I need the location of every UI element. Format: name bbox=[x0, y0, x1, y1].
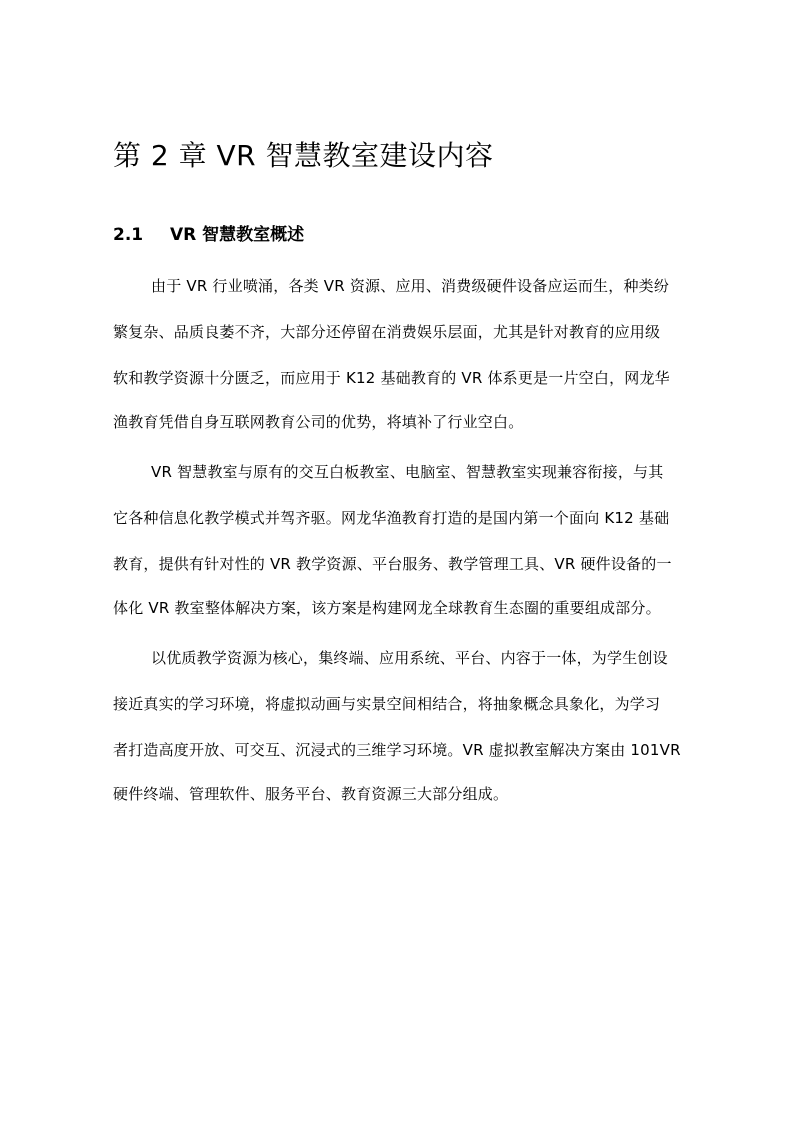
paragraph-line: 由于 VR 行业喷涌，各类 VR 资源、应用、消费级硬件设备应运而生，种类纷 bbox=[151, 277, 670, 295]
paragraph-line: 硬件终端、管理软件、服务平台、教育资源三大部分组成。 bbox=[113, 785, 509, 803]
paragraph-line: 接近真实的学习环境，将虚拟动画与实景空间相结合，将抽象概念具象化，为学习 bbox=[113, 695, 661, 713]
paragraph-line: 教育，提供有针对性的 VR 教学资源、平台服务、教学管理工具、VR 硬件设备的一 bbox=[113, 555, 672, 573]
section-title: VR 智慧教室概述 bbox=[170, 225, 305, 245]
paragraph-line: 渔教育凭借自身互联网教育公司的优势，将填补了行业空白。 bbox=[113, 413, 524, 431]
paragraph-line: 它各种信息化教学模式并驾齐驱。网龙华渔教育打造的是国内第一个面向 K12 基础 bbox=[113, 509, 670, 527]
paragraph-line: 以优质教学资源为核心，集终端、应用系统、平台、内容于一体，为学生创设 bbox=[151, 649, 668, 667]
paragraph-line: 繁复杂、品质良萎不齐，大部分还停留在消费娱乐层面，尤其是针对教育的应用级 bbox=[113, 323, 661, 341]
paragraph-line: 软和教学资源十分匮乏，而应用于 K12 基础教育的 VR 体系更是一片空白，网龙华 bbox=[113, 369, 670, 387]
paragraph-line: 体化 VR 教室整体解决方案，该方案是构建网龙全球教育生态圈的重要组成部分。 bbox=[113, 599, 661, 617]
chapter-title: 第 2 章 VR 智慧教室建设内容 bbox=[113, 139, 494, 172]
section-number: 2.1 bbox=[113, 225, 144, 245]
section-heading bbox=[113, 222, 304, 248]
paragraph-line: 者打造高度开放、可交互、沉浸式的三维学习环境。VR 虚拟教室解决方案由 101VR bbox=[113, 741, 681, 759]
paragraph-line: VR 智慧教室与原有的交互白板教室、电脑室、智慧教室实现兼容衔接，与其 bbox=[151, 463, 664, 481]
